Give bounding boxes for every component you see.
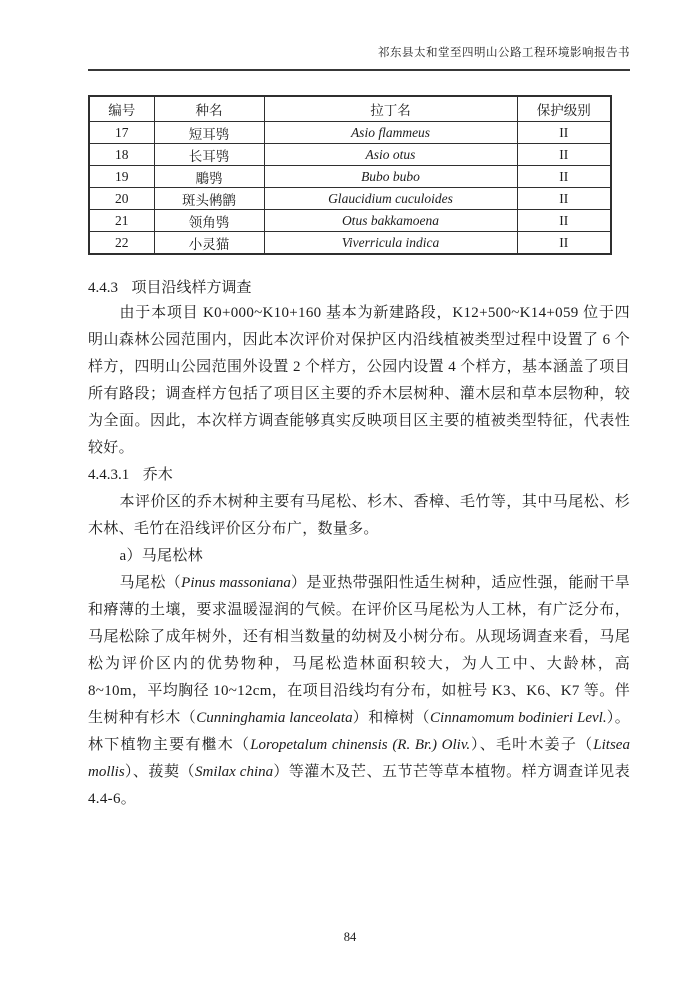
protection-level-cell: II [517,122,611,144]
species-name-cell: 领角鸮 [154,210,264,232]
table-body [89,122,611,255]
latin-name-cell: Otus bakkamoena [264,210,517,232]
header-title: 祁东县太和堂至四明山公路工程环境影响报告书 [378,47,630,59]
row-number-cell: 22 [89,232,154,255]
species-name-cell: 斑头鸺鹠 [154,188,264,210]
row-number-cell: 20 [89,188,154,210]
species-name-cell: 鵰鸮 [154,166,264,188]
latin-name-cell: Asio otus [264,144,517,166]
col-header-latin: 拉丁名 [264,96,517,122]
row-number-cell: 19 [89,166,154,188]
table-row [89,188,611,210]
latin-name-cell: Bubo bubo [264,166,517,188]
section-heading-4-4-3 [88,276,630,300]
page-header [88,0,630,71]
section-heading-4-4-3-1 [88,462,630,489]
paragraph-survey: 由于本项目 K0+000~K10+160 基本为新建路段，K12+500~K14+059 位于四明山森林公园范围内，因此本次评价对保护区内沿线植被类型过程中设置了 6 个样方，四明山公园范围外设置 2 个样方，公园内设置 4 个样方，基本涵盖了项目所有路段；调查样方包括了项目区主要的乔木层树种、灌木层和草本层物种，较为全面。因此，本次样方调查能够真实反映项目区主要的植被类型特征，代表性较好。 [88,305,630,456]
section-number: 4.4.3 [88,280,118,296]
protection-level-cell: II [517,232,611,255]
species-name-cell: 短耳鸮 [154,122,264,144]
table-row [89,232,611,255]
list-item-a: a）马尾松林 [119,548,203,564]
paragraph-pine: 马尾松（Pinus massoniana）是亚热带强阳性适生树种，适应性强，能耐干旱和瘠薄的土壤，要求温暖湿润的气候。在评价区马尾松为人工林，有广泛分布，马尾松除了成年树外，还有相当数量的幼树及小树分布。从现场调查来看，马尾松为评价区内的优势物种，马尾松造林面积较大，为人工中、大龄林，高 8~10m，平均胸径 10~12cm，在项目沿线均有分布，如桩号 K3、K6、K7 等。伴生树种有杉木（Cunninghamia lanceolata）和樟树（Cinnamomum bodinieri Levl.）。林下植物主要有檵木（Loropetalum chinensis (R. Br.) Oliv.）、毛叶木姜子（Litsea mollis）、菝葜（Smilax china）等灌木及芒、五节芒等草本植物。样方调查详见表 4.4-6。 [88,575,631,807]
protection-level-cell: II [517,210,611,232]
table-row [89,144,611,166]
col-header-level: 保护级别 [517,96,611,122]
protection-level-cell: II [517,188,611,210]
table-row [89,210,611,232]
paragraph-trees: 本评价区的乔木树种主要有马尾松、杉木、香樟、毛竹等，其中马尾松、杉木林、毛竹在沿线评价区分布广，数量多。 [88,494,630,537]
table-row [89,166,611,188]
subsection-number: 4.4.3.1 [88,467,130,483]
row-number-cell: 18 [89,144,154,166]
page-footer [0,930,700,944]
protection-level-cell: II [517,166,611,188]
section-title: 项目沿线样方调查 [131,280,252,296]
species-name-cell: 长耳鸮 [154,144,264,166]
col-header-species: 种名 [154,96,264,122]
table-row [89,122,611,144]
col-header-number: 编号 [89,96,154,122]
latin-name-cell: Glaucidium cuculoides [264,188,517,210]
protection-level-cell: II [517,144,611,166]
species-name-cell: 小灵猫 [154,232,264,255]
latin-name-cell: Viverricula indica [264,232,517,255]
latin-name-cell: Asio flammeus [264,122,517,144]
page-number: 84 [343,930,357,944]
protected-species-table [88,95,612,255]
row-number-cell: 17 [89,122,154,144]
subsection-title: 乔木 [142,467,173,483]
table-header-row [89,96,611,122]
row-number-cell: 21 [89,210,154,232]
